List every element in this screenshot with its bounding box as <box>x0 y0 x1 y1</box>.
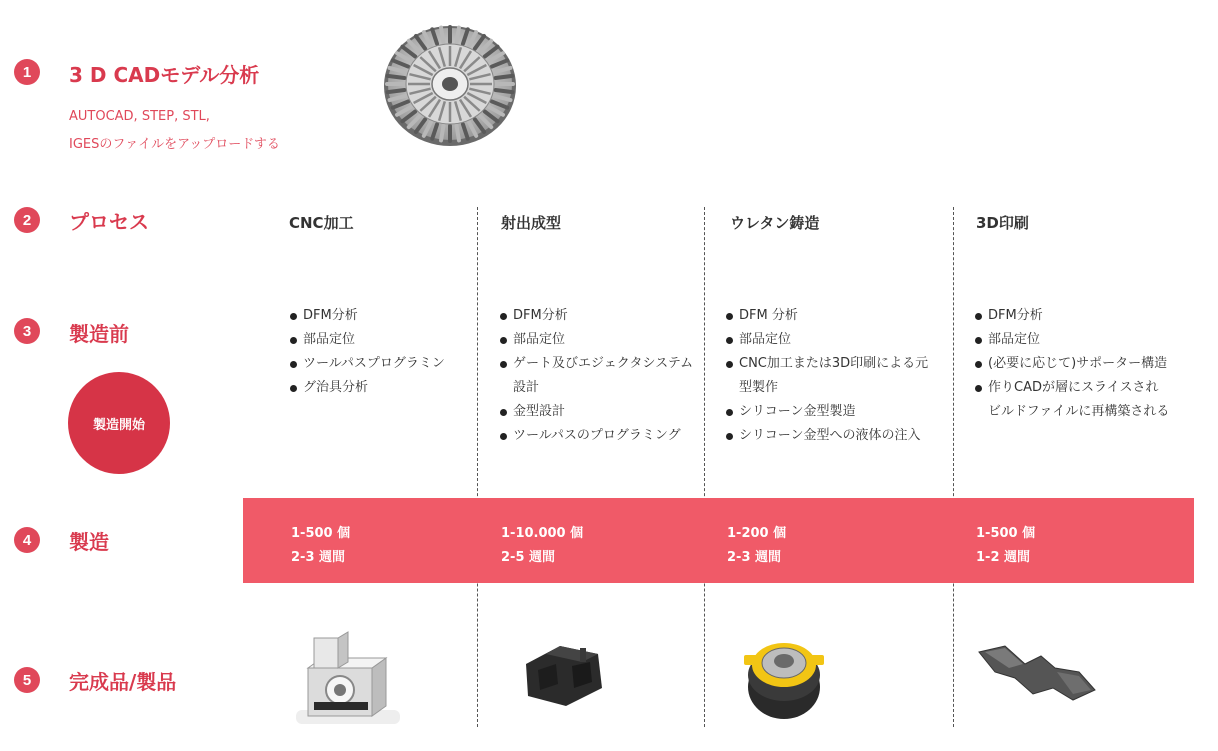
production-start-badge: 製造開始 <box>68 372 170 474</box>
prep-list-item: グ治具分析 <box>289 376 445 400</box>
production-band <box>243 498 1194 583</box>
process-header-urethane: ウレタン鋳造 <box>730 214 820 232</box>
prep-list-item: 部品定位 <box>289 328 445 352</box>
prep-list-cnc <box>289 304 445 400</box>
urethane-cast-part-image <box>740 625 830 725</box>
production-urethane <box>727 522 786 570</box>
quantity-text: 1-500 個 <box>291 526 351 541</box>
step-title-pre-production: 製造前 <box>69 322 129 346</box>
prep-list-item: DFM分析 <box>499 304 693 328</box>
prep-list-item: 作りCADが層にスライスされ <box>974 376 1169 400</box>
wheel-tooth <box>441 28 443 43</box>
column-divider <box>953 207 954 727</box>
prep-list-item: 型製作 <box>739 380 779 395</box>
column-divider <box>477 207 478 727</box>
step1-subtitle-line1: AUTOCAD, STEP, STL, <box>69 109 210 124</box>
step-title-production: 製造 <box>69 530 109 554</box>
step1-subtitle-line2: IGESのファイルをアップロードする <box>69 137 280 152</box>
production-cnc <box>291 522 350 570</box>
duration-text: 1-2 週間 <box>976 550 1031 565</box>
wheel-tooth <box>388 90 405 92</box>
step-title-process: プロセス <box>69 210 149 234</box>
wheel-tooth <box>496 76 513 78</box>
production-injection <box>501 522 583 570</box>
prep-list-item: 金型設計 <box>499 400 693 424</box>
wheel-tooth <box>496 90 513 92</box>
step1-subtitle <box>69 103 280 159</box>
prep-list-item: DFM 分析 <box>725 304 928 328</box>
quantity-text: 1-200 個 <box>727 526 787 541</box>
prep-list-3dprint <box>974 304 1169 424</box>
column-divider <box>704 207 705 727</box>
prep-list-item: (必要に応じて)サポーター構造 <box>974 352 1169 376</box>
prep-list-item: シリコーン金型への液体の注入 <box>725 424 928 448</box>
3d-printed-part-image <box>975 638 1100 708</box>
cnc-machined-part-image <box>290 628 405 728</box>
step-number-4: 4 <box>14 527 40 553</box>
process-header-injection: 射出成型 <box>501 214 562 232</box>
cad-wheel-image <box>380 14 520 154</box>
prep-list-injection <box>499 304 693 448</box>
quantity-text: 1-500 個 <box>976 526 1036 541</box>
wheel-tooth <box>441 126 443 141</box>
prep-list-item: 部品定位 <box>974 328 1169 352</box>
step-number-1: 1 <box>14 59 40 85</box>
prep-list-item: DFM分析 <box>974 304 1169 328</box>
prep-list-item: ゲート及びエジェクタシステム <box>499 352 693 376</box>
duration-text: 2-3 週間 <box>727 550 782 565</box>
step-number-3: 3 <box>14 318 40 344</box>
step-title-cad-analysis: 3 D CADモデル分析 <box>69 63 260 87</box>
quantity-text: 1-10.000 個 <box>501 526 584 541</box>
prep-list-item: DFM分析 <box>289 304 445 328</box>
prep-list-item: 部品定位 <box>725 328 928 352</box>
production-3dprint <box>976 522 1035 570</box>
injection-molded-part-image <box>520 640 608 710</box>
process-header-3dprint: 3D印刷 <box>976 214 1029 232</box>
step-number-2: 2 <box>14 207 40 233</box>
prep-list-item: シリコーン金型製造 <box>725 400 928 424</box>
step-number-5: 5 <box>14 667 40 693</box>
wheel-tooth <box>457 126 459 141</box>
prep-list-item: ツールパスプログラミン <box>289 352 445 376</box>
prep-list-item: ツールパスのプログラミング <box>499 424 693 448</box>
prep-list-item: 部品定位 <box>499 328 693 352</box>
duration-text: 2-5 週間 <box>501 550 556 565</box>
process-header-cnc: CNC加工 <box>289 214 354 232</box>
duration-text: 2-3 週間 <box>291 550 346 565</box>
prep-list-item: ビルドファイルに再構築される <box>988 404 1170 419</box>
prep-list-item: CNC加工または3D印刷による元 <box>725 352 928 376</box>
step-title-finished-product: 完成品/製品 <box>69 670 177 694</box>
prep-list-item: 設計 <box>513 380 540 395</box>
prep-list-urethane <box>725 304 928 448</box>
wheel-tooth <box>388 76 405 78</box>
wheel-tooth <box>457 28 459 43</box>
